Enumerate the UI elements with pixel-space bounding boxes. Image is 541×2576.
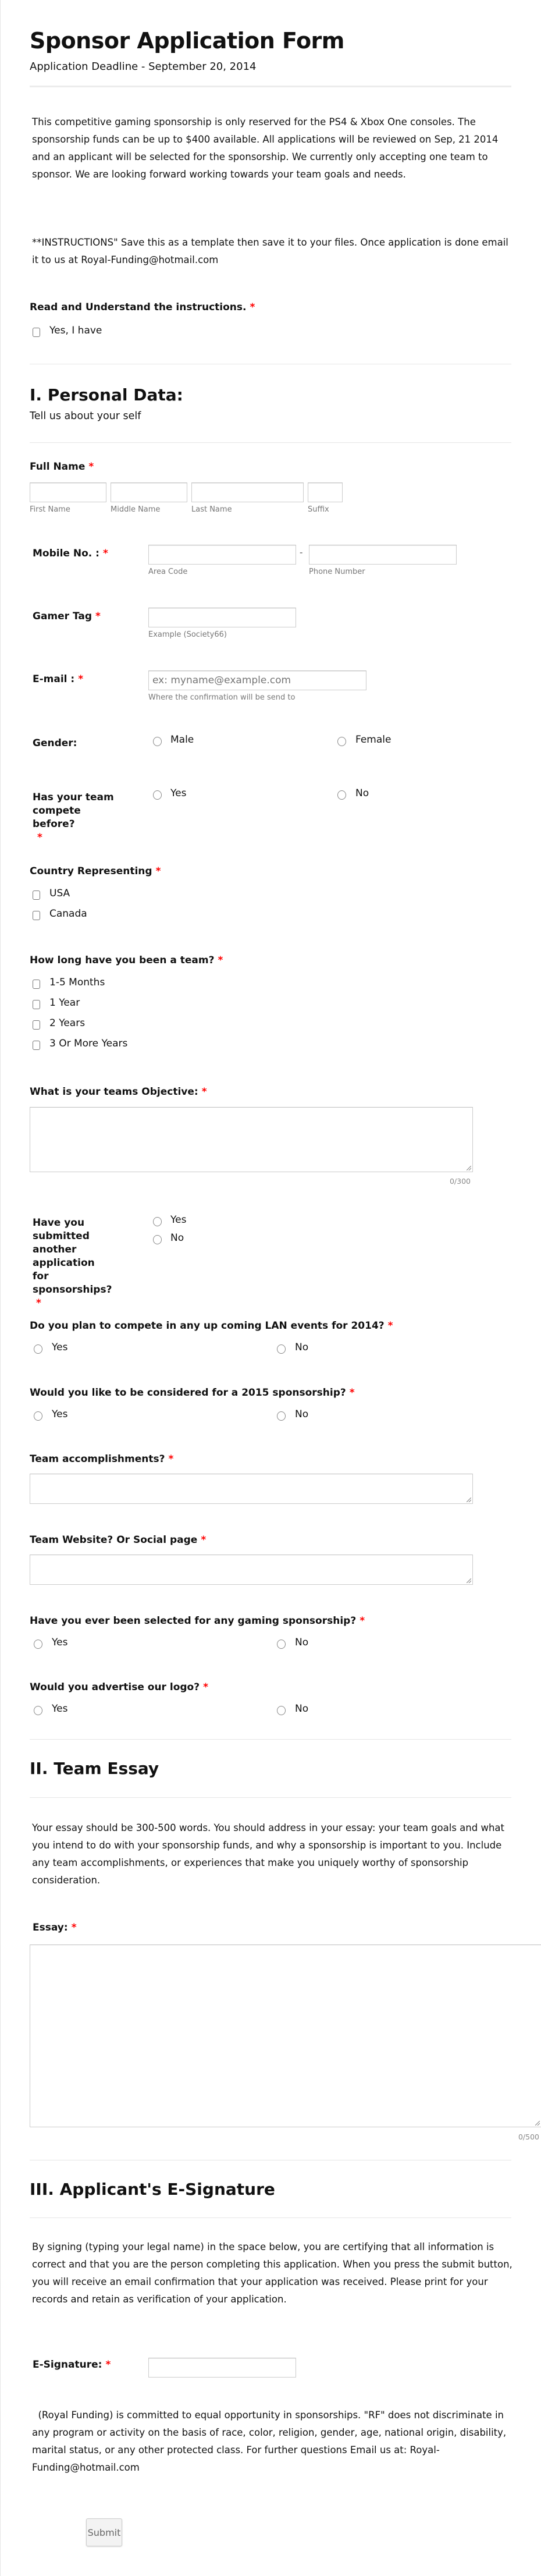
label-text: E-Signature: <box>33 2359 102 2371</box>
divider <box>30 442 511 443</box>
advertise-logo-yes-label[interactable]: Yes <box>52 1703 68 1715</box>
essay-char-counter: 0/500 <box>518 2133 539 2141</box>
instructions-paragraph: **INSTRUCTIONS" Save this as a template then save it to your files. Once application is done email it to us at Royal-Funding@hotmail.com <box>32 237 508 265</box>
gender-female-radio[interactable] <box>337 737 346 746</box>
website-textarea[interactable] <box>30 1555 473 1585</box>
required-asterisk: * <box>105 2359 111 2371</box>
label-text: Would you like to be considered for a 2015 sponsorship? <box>30 1387 346 1399</box>
email-hint: Where the confirmation will be send to <box>148 693 296 702</box>
required-asterisk: * <box>88 461 94 473</box>
e-signature-input[interactable] <box>148 2358 296 2378</box>
advertise-logo-no-radio[interactable] <box>277 1706 286 1715</box>
sponsorship-2015-no-radio[interactable] <box>277 1411 286 1421</box>
label-text: Have you submitted another application for sponsorships? <box>33 1217 112 1296</box>
required-asterisk: * <box>78 673 84 685</box>
selected-before-no-label[interactable]: No <box>295 1637 309 1648</box>
selected-before-no-radio[interactable] <box>277 1640 286 1649</box>
first-name-input[interactable] <box>30 482 106 502</box>
suffix-input[interactable] <box>308 482 343 502</box>
label-text: Full Name <box>30 461 86 473</box>
last-name-sublabel: Last Name <box>191 505 232 514</box>
label-text: Do you plan to compete in any up coming LAN events for 2014? <box>30 1320 385 1332</box>
essay-description: Your essay should be 300-500 words. You should address in your essay: your team goals and what you intend to do with your sponsorship funds, and why a sponsorship is important to you. Include any team accomplishments, or experiences that make you uniquely worthy of sponsorship consideration. <box>32 1822 504 1886</box>
country-usa-checkbox[interactable] <box>33 890 40 900</box>
sponsorship-2015-yes-radio[interactable] <box>34 1411 42 1421</box>
first-name-sublabel: First Name <box>30 505 70 514</box>
read-instructions-option-label[interactable]: Yes, I have <box>49 325 102 336</box>
country-canada-checkbox[interactable] <box>33 911 40 920</box>
objective-label <box>30 1086 207 1098</box>
lan-events-no-radio[interactable] <box>277 1344 286 1354</box>
label-text: Country Representing <box>30 865 152 877</box>
read-instructions-label <box>30 301 255 313</box>
selected-before-label <box>30 1615 365 1627</box>
form-title: Sponsor Application Form <box>30 28 344 54</box>
disclaimer-text: (Royal Funding) is committed to equal opportunity in sponsorships. "RF" does not discriminate in any program or activity on the basis of race, color, religion, gender, age, national origin, disability, marital status, or any other protected class. For further questions Email us at: Royal-Funding@hotmail.com <box>32 2410 510 2473</box>
team-duration-label <box>30 955 223 966</box>
essay-label <box>33 1922 77 1933</box>
resize-handle-icon[interactable] <box>535 2121 540 2126</box>
competed-label <box>33 791 126 845</box>
lan-events-yes-label[interactable]: Yes <box>52 1342 68 1353</box>
duration-option-checkbox[interactable] <box>33 1020 40 1030</box>
accomplishments-textarea[interactable] <box>30 1474 473 1504</box>
other-application-no-radio[interactable] <box>153 1235 162 1244</box>
required-asterisk: * <box>360 1615 365 1627</box>
gender-female-label[interactable]: Female <box>355 734 391 746</box>
area-code-input[interactable] <box>148 545 296 565</box>
gamer-tag-hint: Example (Society66) <box>148 630 227 639</box>
country-label <box>30 865 161 877</box>
required-asterisk: * <box>387 1320 393 1332</box>
divider <box>30 1797 511 1798</box>
required-asterisk: * <box>36 1297 41 1309</box>
label-text: How long have you been a team? <box>30 955 215 966</box>
phone-number-input[interactable] <box>309 545 457 565</box>
required-asterisk: * <box>37 832 42 843</box>
label-text: E-mail : <box>33 673 75 685</box>
required-asterisk: * <box>155 865 161 877</box>
duration-option-label[interactable]: 2 Years <box>49 1017 86 1029</box>
label-text: Team accomplishments? <box>30 1453 165 1465</box>
gamer-tag-label <box>33 611 101 622</box>
divider <box>30 1739 511 1740</box>
competed-no-radio[interactable] <box>337 790 346 800</box>
other-application-label <box>33 1216 114 1310</box>
lan-events-label <box>30 1320 393 1332</box>
sponsorship-2015-no-label[interactable]: No <box>295 1408 309 1420</box>
intro-paragraph: This competitive gaming sponsorship is only reserved for the PS4 & Xbox One consoles. The sponsorship funds can be up to $400 available. All applications will be reviewed on Sep, 21 2014 and an applicant will be selected for the sponsorship. We currently only accepting one team to sponsor. We are looking forward working towards your team goals and needs. <box>32 116 499 180</box>
middle-name-input[interactable] <box>111 482 187 502</box>
required-asterisk: * <box>218 955 223 966</box>
website-label <box>30 1534 206 1546</box>
competed-yes-radio[interactable] <box>153 790 162 800</box>
country-canada-label[interactable]: Canada <box>49 908 87 920</box>
label-text: Read and Understand the instructions. <box>30 301 247 313</box>
phone-separator: - <box>300 547 303 558</box>
divider <box>30 2217 511 2218</box>
required-asterisk: * <box>201 1086 207 1098</box>
required-asterisk: * <box>168 1453 174 1465</box>
sponsorship-2015-yes-label[interactable]: Yes <box>52 1408 68 1420</box>
signature-description: By signing (typing your legal name) in the space below, you are certifying that all information is correct and that you are the person completing this application. When you press the submit button, you will receive an email confirmation that your application was received. Please print for your records and retain as verification of your application. <box>32 2241 512 2305</box>
duration-option-label[interactable]: 3 Or More Years <box>49 1038 128 1049</box>
resize-handle-icon[interactable] <box>467 1166 471 1170</box>
duration-option-checkbox[interactable] <box>33 1041 40 1050</box>
required-asterisk: * <box>71 1922 77 1933</box>
label-text: Would you advertise our logo? <box>30 1681 200 1693</box>
phone-number-sublabel: Phone Number <box>309 567 365 576</box>
other-application-yes-radio[interactable] <box>153 1217 162 1226</box>
advertise-logo-no-label[interactable]: No <box>295 1703 309 1715</box>
suffix-sublabel: Suffix <box>308 505 329 514</box>
last-name-input[interactable] <box>191 482 304 502</box>
advertise-logo-label <box>30 1681 208 1693</box>
label-text: Has your team compete before? <box>33 792 114 830</box>
accomplishments-label <box>30 1453 173 1465</box>
selected-before-yes-label[interactable]: Yes <box>52 1637 68 1648</box>
email-input[interactable] <box>148 670 366 690</box>
section-title-team-essay: II. Team Essay <box>30 1759 159 1778</box>
gamer-tag-input[interactable] <box>148 608 296 627</box>
selected-before-yes-radio[interactable] <box>34 1640 42 1649</box>
other-application-yes-label[interactable]: Yes <box>170 1214 187 1226</box>
gender-label: Gender: <box>33 737 77 749</box>
email-label <box>33 673 83 685</box>
objective-char-counter: 0/300 <box>449 1177 471 1186</box>
middle-name-sublabel: Middle Name <box>111 505 161 514</box>
label-text: Essay: <box>33 1922 68 1933</box>
other-application-no-label[interactable]: No <box>170 1232 184 1244</box>
required-asterisk: * <box>102 548 108 559</box>
sponsorship-2015-label <box>30 1387 355 1399</box>
required-asterisk: * <box>349 1387 355 1399</box>
required-asterisk: * <box>201 1534 207 1546</box>
label-text: Mobile No. : <box>33 548 99 559</box>
section-title-personal-data: I. Personal Data: <box>30 385 183 405</box>
read-instructions-checkbox[interactable] <box>33 328 40 337</box>
e-signature-label <box>33 2359 111 2371</box>
duration-option-label[interactable]: 1-5 Months <box>49 977 105 988</box>
full-name-label <box>30 461 94 473</box>
required-asterisk: * <box>250 301 255 313</box>
label-text: What is your teams Objective: <box>30 1086 198 1098</box>
duration-option-checkbox[interactable] <box>33 980 40 989</box>
mobile-label <box>33 548 108 559</box>
area-code-sublabel: Area Code <box>148 567 188 576</box>
label-text: Have you ever been selected for any gaming sponsorship? <box>30 1615 357 1627</box>
section-subtitle: Tell us about your self <box>30 410 141 422</box>
label-text: Gamer Tag <box>33 611 92 622</box>
objective-textarea[interactable] <box>30 1107 473 1172</box>
submit-button[interactable]: Submit <box>86 2518 122 2546</box>
form-subtitle: Application Deadline - September 20, 2014 <box>30 61 257 73</box>
advertise-logo-yes-radio[interactable] <box>34 1706 42 1715</box>
duration-option-checkbox[interactable] <box>33 1000 40 1009</box>
competed-no-label[interactable]: No <box>355 787 369 799</box>
gender-male-radio[interactable] <box>153 737 162 746</box>
lan-events-no-label[interactable]: No <box>295 1342 309 1353</box>
resize-handle-icon[interactable] <box>467 1498 471 1502</box>
competed-yes-label[interactable]: Yes <box>170 787 187 799</box>
label-text: Team Website? Or Social page <box>30 1534 198 1546</box>
resize-handle-icon[interactable] <box>467 1578 471 1583</box>
country-usa-label[interactable]: USA <box>49 888 70 899</box>
required-asterisk: * <box>95 611 101 622</box>
gender-male-label[interactable]: Male <box>170 734 194 746</box>
lan-events-yes-radio[interactable] <box>34 1344 42 1354</box>
duration-option-label[interactable]: 1 Year <box>49 997 80 1009</box>
required-asterisk: * <box>203 1681 208 1693</box>
section-title-e-signature: III. Applicant's E-Signature <box>30 2180 275 2199</box>
divider <box>30 86 511 87</box>
essay-textarea[interactable] <box>30 1945 541 2127</box>
